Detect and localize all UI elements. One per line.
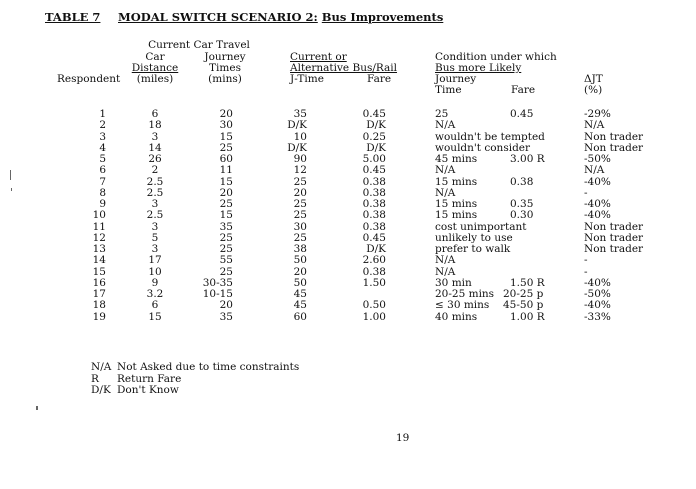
cell-respondent: 15 [92,265,106,278]
cell-jtime: 50 [293,276,307,289]
cell-jtime: 50 [293,254,307,267]
cell-distance: 3 [151,198,159,210]
cell-cond-time: N/A [435,119,456,132]
cell-cond-fare: 0.35 [510,198,534,210]
cell-respondent: 12 [92,231,106,244]
cell-delta-jt: N/A [584,164,605,177]
cell-cond-fare: 45-50 p [503,299,544,312]
page-number: 19 [396,432,410,444]
cell-fare: 1.50 [362,276,386,289]
cell-cond-fare: 1.50 R [510,276,545,289]
cell-distance: 2 [151,164,159,177]
cell-cond-text: prefer to walk [435,243,511,255]
cell-fare: 0.25 [362,130,386,143]
cell-respondent: 17 [92,288,106,300]
cell-distance: 3 [151,220,159,233]
cell-fare: 0.38 [362,186,386,199]
cell-distance: 6 [151,108,159,120]
cell-cond-fare: 0.38 [510,175,534,188]
cell-journey-time: 10-15 [202,288,233,300]
cell-cond-time: 25 [435,108,449,120]
cell-delta-jt: -40% [584,276,611,289]
cell-cond-time: 15 mins [435,209,478,222]
cell-journey-time: 25 [219,265,233,278]
cell-fare: 0.38 [362,175,386,188]
cell-respondent: 16 [92,276,106,289]
cell-respondent: 4 [99,141,106,154]
legend-text: Not Asked due to time constraints [117,361,300,373]
header-cond-time: Time [435,84,462,96]
cell-distance: 10 [148,265,162,278]
cell-delta-jt: -40% [584,299,611,312]
cell-jtime: D/K [287,141,307,154]
cell-jtime: 38 [293,243,307,255]
scan-mark [10,170,11,180]
cell-journey-time: 15 [219,175,233,188]
cell-fare: 0.38 [362,198,386,210]
cell-cond-fare: 3.00 R [510,153,545,165]
cell-jtime: 60 [293,310,307,323]
cell-delta-jt: -33% [584,310,611,323]
cell-jtime: 25 [293,175,307,188]
table-title [118,12,443,24]
cell-cond-time: 15 mins [435,198,478,210]
cell-journey-time: 60 [219,153,233,165]
cell-distance: 3 [151,243,159,255]
cell-delta-jt: Non trader [584,231,644,244]
cell-distance: 3.2 [146,288,164,300]
cell-distance: 15 [148,310,162,323]
cell-respondent: 8 [99,186,106,199]
legend-abbr: N/A [91,361,112,373]
cell-jtime: 30 [293,220,307,233]
cell-journey-time: 55 [219,254,233,267]
cell-cond-time: 15 mins [435,175,478,188]
cell-delta-jt: -40% [584,209,611,222]
cell-delta-jt: -50% [584,288,611,300]
cell-cond-fare: 1.00 R [510,310,545,323]
cell-respondent: 1 [99,108,106,120]
cell-delta-jt: Non trader [584,220,644,233]
cell-fare: 0.38 [362,209,386,222]
cell-fare: 0.45 [362,231,386,244]
cell-journey-time: 25 [219,243,233,255]
legend-text: Return Fare [117,372,182,385]
cell-delta-jt: Non trader [584,141,644,154]
cell-cond-text: wouldn't be tempted [435,130,545,143]
cell-distance: 18 [148,119,162,132]
scan-mark [11,188,12,191]
header-cond-fare: Fare [511,84,536,96]
header-percent: (%) [584,84,603,96]
cell-fare: D/K [366,119,386,132]
table-title-sub: Bus Improvements [321,10,444,24]
cell-distance: 26 [148,153,162,165]
header-fare: Fare [367,73,392,85]
cell-journey-time: 11 [219,164,233,177]
cell-journey-time: 15 [219,130,233,143]
cell-journey-time: 20 [219,299,233,312]
header-mins: (mins) [208,73,242,85]
cell-fare: 0.38 [362,220,386,233]
cell-respondent: 14 [92,254,106,267]
cell-journey-time: 25 [219,141,233,154]
legend-abbr: D/K [91,384,111,396]
cell-respondent: 11 [92,220,106,233]
cell-delta-jt: - [584,265,588,278]
cell-cond-text: wouldn't consider [435,141,531,154]
cell-cond-time: N/A [435,254,456,267]
cell-fare: 0.38 [362,265,386,278]
header-times: Times [209,62,241,74]
cell-distance: 2.5 [146,186,164,199]
cell-delta-jt: Non trader [584,130,644,143]
header-miles: (miles) [136,73,174,85]
header-car: Car [145,51,165,63]
cell-jtime: 90 [293,153,307,165]
cell-cond-time: 30 min [435,276,472,289]
cell-fare: D/K [366,243,386,255]
header-bus-more-likely: Bus more Likely [435,62,522,74]
cell-journey-time: 20 [219,108,233,120]
table-number: TABLE 7 [45,10,101,24]
cell-jtime: 45 [293,288,307,300]
cell-respondent: 19 [92,310,106,323]
header-current-car-travel: Current Car Travel [148,39,250,51]
cell-journey-time: 30 [219,119,233,132]
cell-distance: 5 [151,231,159,244]
header-respondent: Respondent [57,73,121,85]
cell-respondent: 18 [92,299,106,312]
cell-journey-time: 35 [219,220,233,233]
legend-abbr: R [91,372,99,385]
cell-delta-jt: Non trader [584,243,644,255]
cell-respondent: 13 [92,243,106,255]
cell-distance: 14 [148,141,162,154]
cell-jtime: 25 [293,209,307,222]
cell-delta-jt: -40% [584,198,611,210]
cell-distance: 2.5 [146,175,164,188]
cell-jtime: 20 [293,265,307,278]
cell-delta-jt: - [584,254,588,267]
cell-journey-time: 30-35 [202,276,233,289]
cell-fare: 0.45 [362,164,386,177]
header-cond-journey: Journey [435,73,477,85]
cell-respondent: 5 [99,153,106,165]
scan-mark [36,406,38,410]
header-journey: Journey [204,51,246,63]
cell-jtime: 20 [293,186,307,199]
cell-respondent: 6 [99,164,106,177]
cell-jtime: 10 [293,130,307,143]
cell-journey-time: 25 [219,198,233,210]
cell-respondent: 7 [99,175,106,188]
cell-cond-time: 20-25 mins [435,288,495,300]
header-alt-bus-rail: Alternative Bus/Rail [290,62,398,74]
header-condition: Condition under which [435,51,557,63]
cell-jtime: D/K [287,119,307,132]
header-current-or: Current or [290,51,347,63]
cell-cond-fare: 0.45 [510,108,534,120]
cell-respondent: 3 [99,130,106,143]
cell-distance: 3 [151,130,159,143]
cell-journey-time: 15 [219,209,233,222]
cell-delta-jt: -29% [584,108,611,120]
cell-fare: 1.00 [362,310,386,323]
cell-jtime: 25 [293,198,307,210]
cell-cond-time: ≤ 30 mins [435,299,490,312]
cell-fare: 2.60 [362,254,386,267]
cell-delta-jt: - [584,186,588,199]
cell-delta-jt: N/A [584,119,605,132]
cell-jtime: 25 [293,231,307,244]
cell-cond-time: 40 mins [435,310,478,323]
cell-distance: 17 [148,254,162,267]
cell-journey-time: 20 [219,186,233,199]
cell-journey-time: 35 [219,310,233,323]
cell-cond-text: cost unimportant [435,220,527,233]
cell-cond-fare: 20-25 p [503,288,544,300]
legend-text: Don't Know [117,384,179,396]
cell-respondent: 9 [99,198,106,210]
cell-jtime: 35 [293,108,307,120]
cell-cond-time: N/A [435,186,456,199]
table-title-main: MODAL SWITCH SCENARIO 2: [118,10,318,24]
cell-distance: 9 [151,276,159,289]
cell-cond-time: N/A [435,164,456,177]
header-delta-jt: ΔJT [584,73,603,85]
cell-cond-fare: 0.30 [510,209,534,222]
cell-fare: 0.50 [362,299,386,312]
cell-respondent: 2 [99,119,106,132]
cell-distance: 2.5 [146,209,164,222]
cell-fare: 5.00 [362,153,386,165]
cell-journey-time: 25 [219,231,233,244]
cell-jtime: 12 [293,164,307,177]
header-distance: Distance [131,62,179,74]
cell-respondent: 10 [92,209,106,222]
cell-jtime: 45 [293,299,307,312]
cell-cond-time: N/A [435,265,456,278]
cell-cond-time: 45 mins [435,153,478,165]
cell-distance: 6 [151,299,159,312]
cell-fare: 0.45 [362,108,386,120]
cell-delta-jt: -40% [584,175,611,188]
cell-cond-text: unlikely to use [435,231,513,244]
cell-fare: D/K [366,141,386,154]
cell-delta-jt: -50% [584,153,611,165]
header-jtime: J-Time [290,73,324,85]
